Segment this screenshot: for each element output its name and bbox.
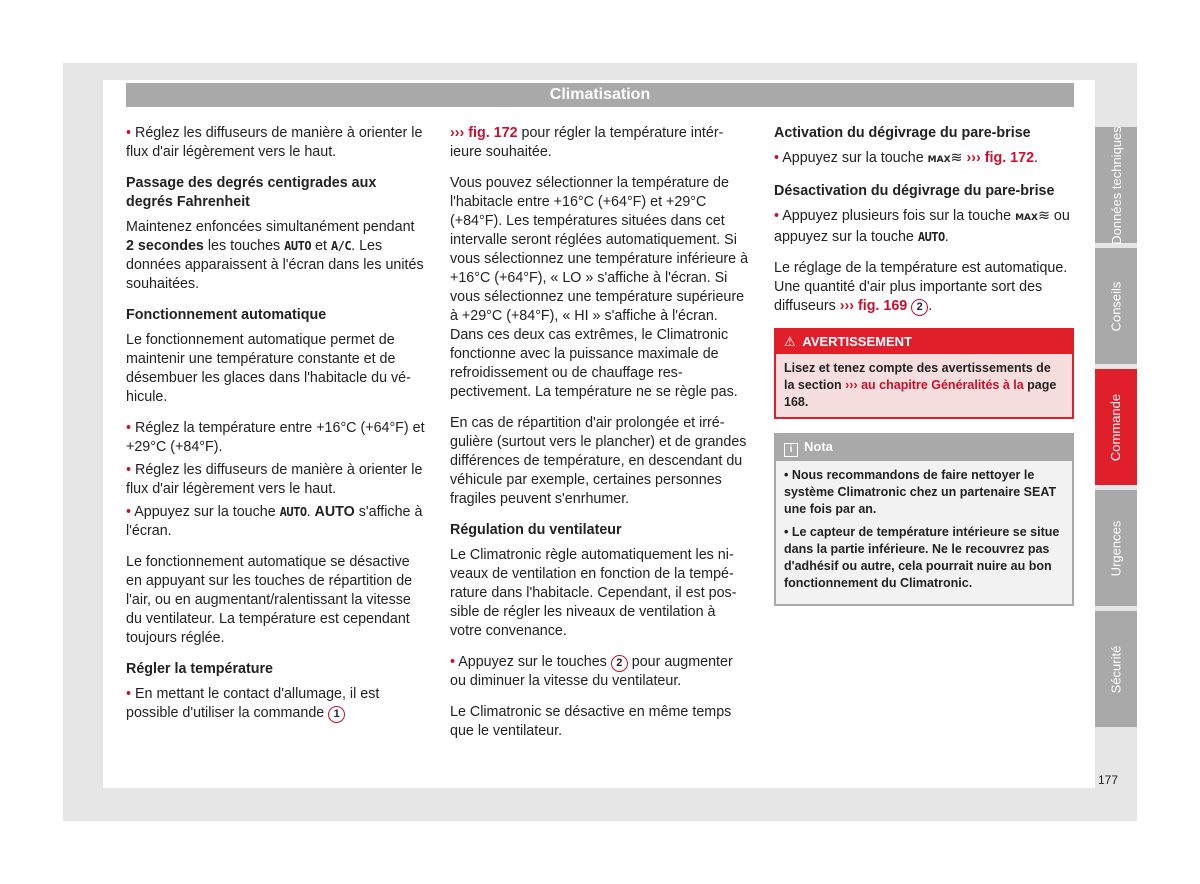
heading-activation: Activation du dégivrage du pare-brise [774, 125, 1031, 141]
paragraph: Le réglage de la température est automatique. Une quantité d'air plus importante sort des diffuseurs ››› fig. 169 2 . [774, 260, 1068, 314]
number-circle-icon: 2 [911, 299, 928, 316]
list-item: • Réglez la température entre +16°C (+64°F) et +29°C (+84°F). [126, 420, 425, 455]
auto-key-icon: AUTO [279, 505, 307, 519]
heading-temp: Régler la température [126, 661, 273, 677]
list-item: • Réglez les diffuseurs de manière à orienter le flux d'air légèrement vers le haut. [126, 462, 423, 497]
list-item: • Appuyez plusieurs fois sur la touche MAX≋ ou appuyez sur la touche AUTO. [774, 208, 1070, 245]
tab-urgences[interactable]: Urgences [1095, 490, 1137, 606]
number-circle-icon: 2 [611, 655, 628, 672]
tab-donnees-techniques[interactable]: Données techniques [1095, 127, 1137, 243]
tab-commande[interactable]: Commande [1095, 369, 1137, 485]
column-middle [450, 124, 750, 753]
heading-degrees: Passage des degrés centigrades aux degrés Fahrenheit [126, 175, 377, 210]
tab-securite[interactable]: Sécurité [1095, 611, 1137, 727]
warning-text: Lisez et tenez compte des avertissements de la section ››› au chapitre Généralités à la page 168. [776, 354, 1072, 417]
column-left [126, 124, 426, 735]
page-number: 177 [1098, 773, 1119, 787]
info-icon: i [784, 443, 798, 457]
paragraph: Le fonctionnement automatique permet de maintenir une température constante et de désembuer les glaces dans l'habitacle du véhicule. [126, 332, 411, 405]
note-header: i Nota [776, 435, 1072, 461]
ac-key-icon: A/C [330, 239, 352, 253]
warning-ref-link: ››› au chapitre Généralités à la [845, 378, 1024, 392]
list-item: • En mettant le contact d'allumage, il est possible d'utiliser la commande 1 [126, 686, 380, 721]
list-item: • Le capteur de température intérieure se situe dans la partie inférieure. Ne le recouvrez pas d'adhésif ou autre, cela pourrait nuire au bon fonctionnement du Climatronic. [784, 525, 1060, 590]
windshield-icon: ≋ [1037, 208, 1050, 224]
paragraph: Le fonctionnement automatique se désactive en appuyant sur les touches de répartition de l'air, ou en augmentant/ralentissant la vitesse du ventilateur. La température est cependant toujours réglée. [126, 554, 413, 646]
section-title: Climatisation [126, 83, 1074, 107]
paragraph: ››› fig. 172 pour régler la température intérieure souhaitée. [450, 125, 724, 160]
tab-conseils[interactable]: Conseils [1095, 248, 1137, 364]
list-item: • Appuyez sur la touche AUTO. AUTO s'affiche à l'écran. [126, 504, 423, 539]
warning-triangle-icon: ⚠ [784, 334, 796, 349]
heading-deactivation: Désactivation du dégivrage du pare-brise [774, 183, 1055, 199]
fig-ref-link: ››› fig. 169 [839, 298, 908, 314]
list-item: • Appuyez sur la touche MAX≋ ››› fig. 172. [774, 150, 1039, 166]
max-defrost-key-icon: MAX [927, 155, 951, 165]
column-right [774, 124, 1074, 606]
windshield-icon: ≋ [950, 150, 963, 166]
note-box [774, 433, 1074, 606]
auto-key-icon: AUTO [284, 239, 312, 253]
list-item: • Appuyez sur le touches 2 pour augmenter ou diminuer la vitesse du ventilateur. [450, 654, 733, 689]
fig-ref-link: ››› fig. 172 [450, 125, 518, 141]
paragraph: Le Climatronic règle automatiquement les niveaux de ventilation en fonction de la température dans l'habitacle. Cependant, il est possible de régler les niveaux de ventilation à votre convenance. [450, 547, 737, 639]
paragraph: Vous pouvez sélectionner la température de l'habitacle entre +16°C (+64°F) et +29°C (+84°F). Les températures situées dans cet intervalle seront réglées automatiquement. Si vous sélectionnez une température inférieure à +16°C (+64°F), « LO » s'affiche à l'écran. Si vous sélectionnez une température supérieure à +29°C (+84°F), « HI » s'affiche à l'écran. Dans ces deux cas extrêmes, le Climatronic fonctionne avec la puissance maximale de refroidissement ou de chauffage respectivement. La température ne se règle pas. [450, 175, 749, 400]
paragraph: Maintenez enfoncées simultanément pendant 2 secondes les touches AUTO et A/C. Les données apparaissent à l'écran dans les unités souhaitées. [126, 219, 424, 292]
heading-fan: Régulation du ventilateur [450, 522, 622, 538]
heading-auto: Fonctionnement automatique [126, 307, 327, 323]
number-circle-icon: 1 [328, 706, 345, 723]
list-item: • Nous recommandons de faire nettoyer le système Climatronic chez un partenaire SEAT une fois par an. [784, 468, 1057, 516]
paragraph: Le Climatronic se désactive en même temps que le ventilateur. [450, 704, 732, 739]
paragraph: En cas de répartition d'air prolongée et irrégulière (surtout vers le plancher) et de grandes différences de température, en descendant du véhicule par exemple, certaines personnes fragiles peuvent s'enrhumer. [450, 415, 747, 507]
auto-key-icon: AUTO [917, 230, 945, 244]
warning-box [774, 328, 1074, 419]
warning-header: ⚠ AVERTISSEMENT [776, 330, 1072, 354]
fig-ref-link: ››› fig. 172 [966, 150, 1035, 166]
paragraph: • Réglez les diffuseurs de manière à orienter le flux d'air légèrement vers le haut. [126, 125, 423, 160]
note-text [776, 461, 1072, 604]
max-defrost-key-icon: MAX [1015, 213, 1038, 223]
